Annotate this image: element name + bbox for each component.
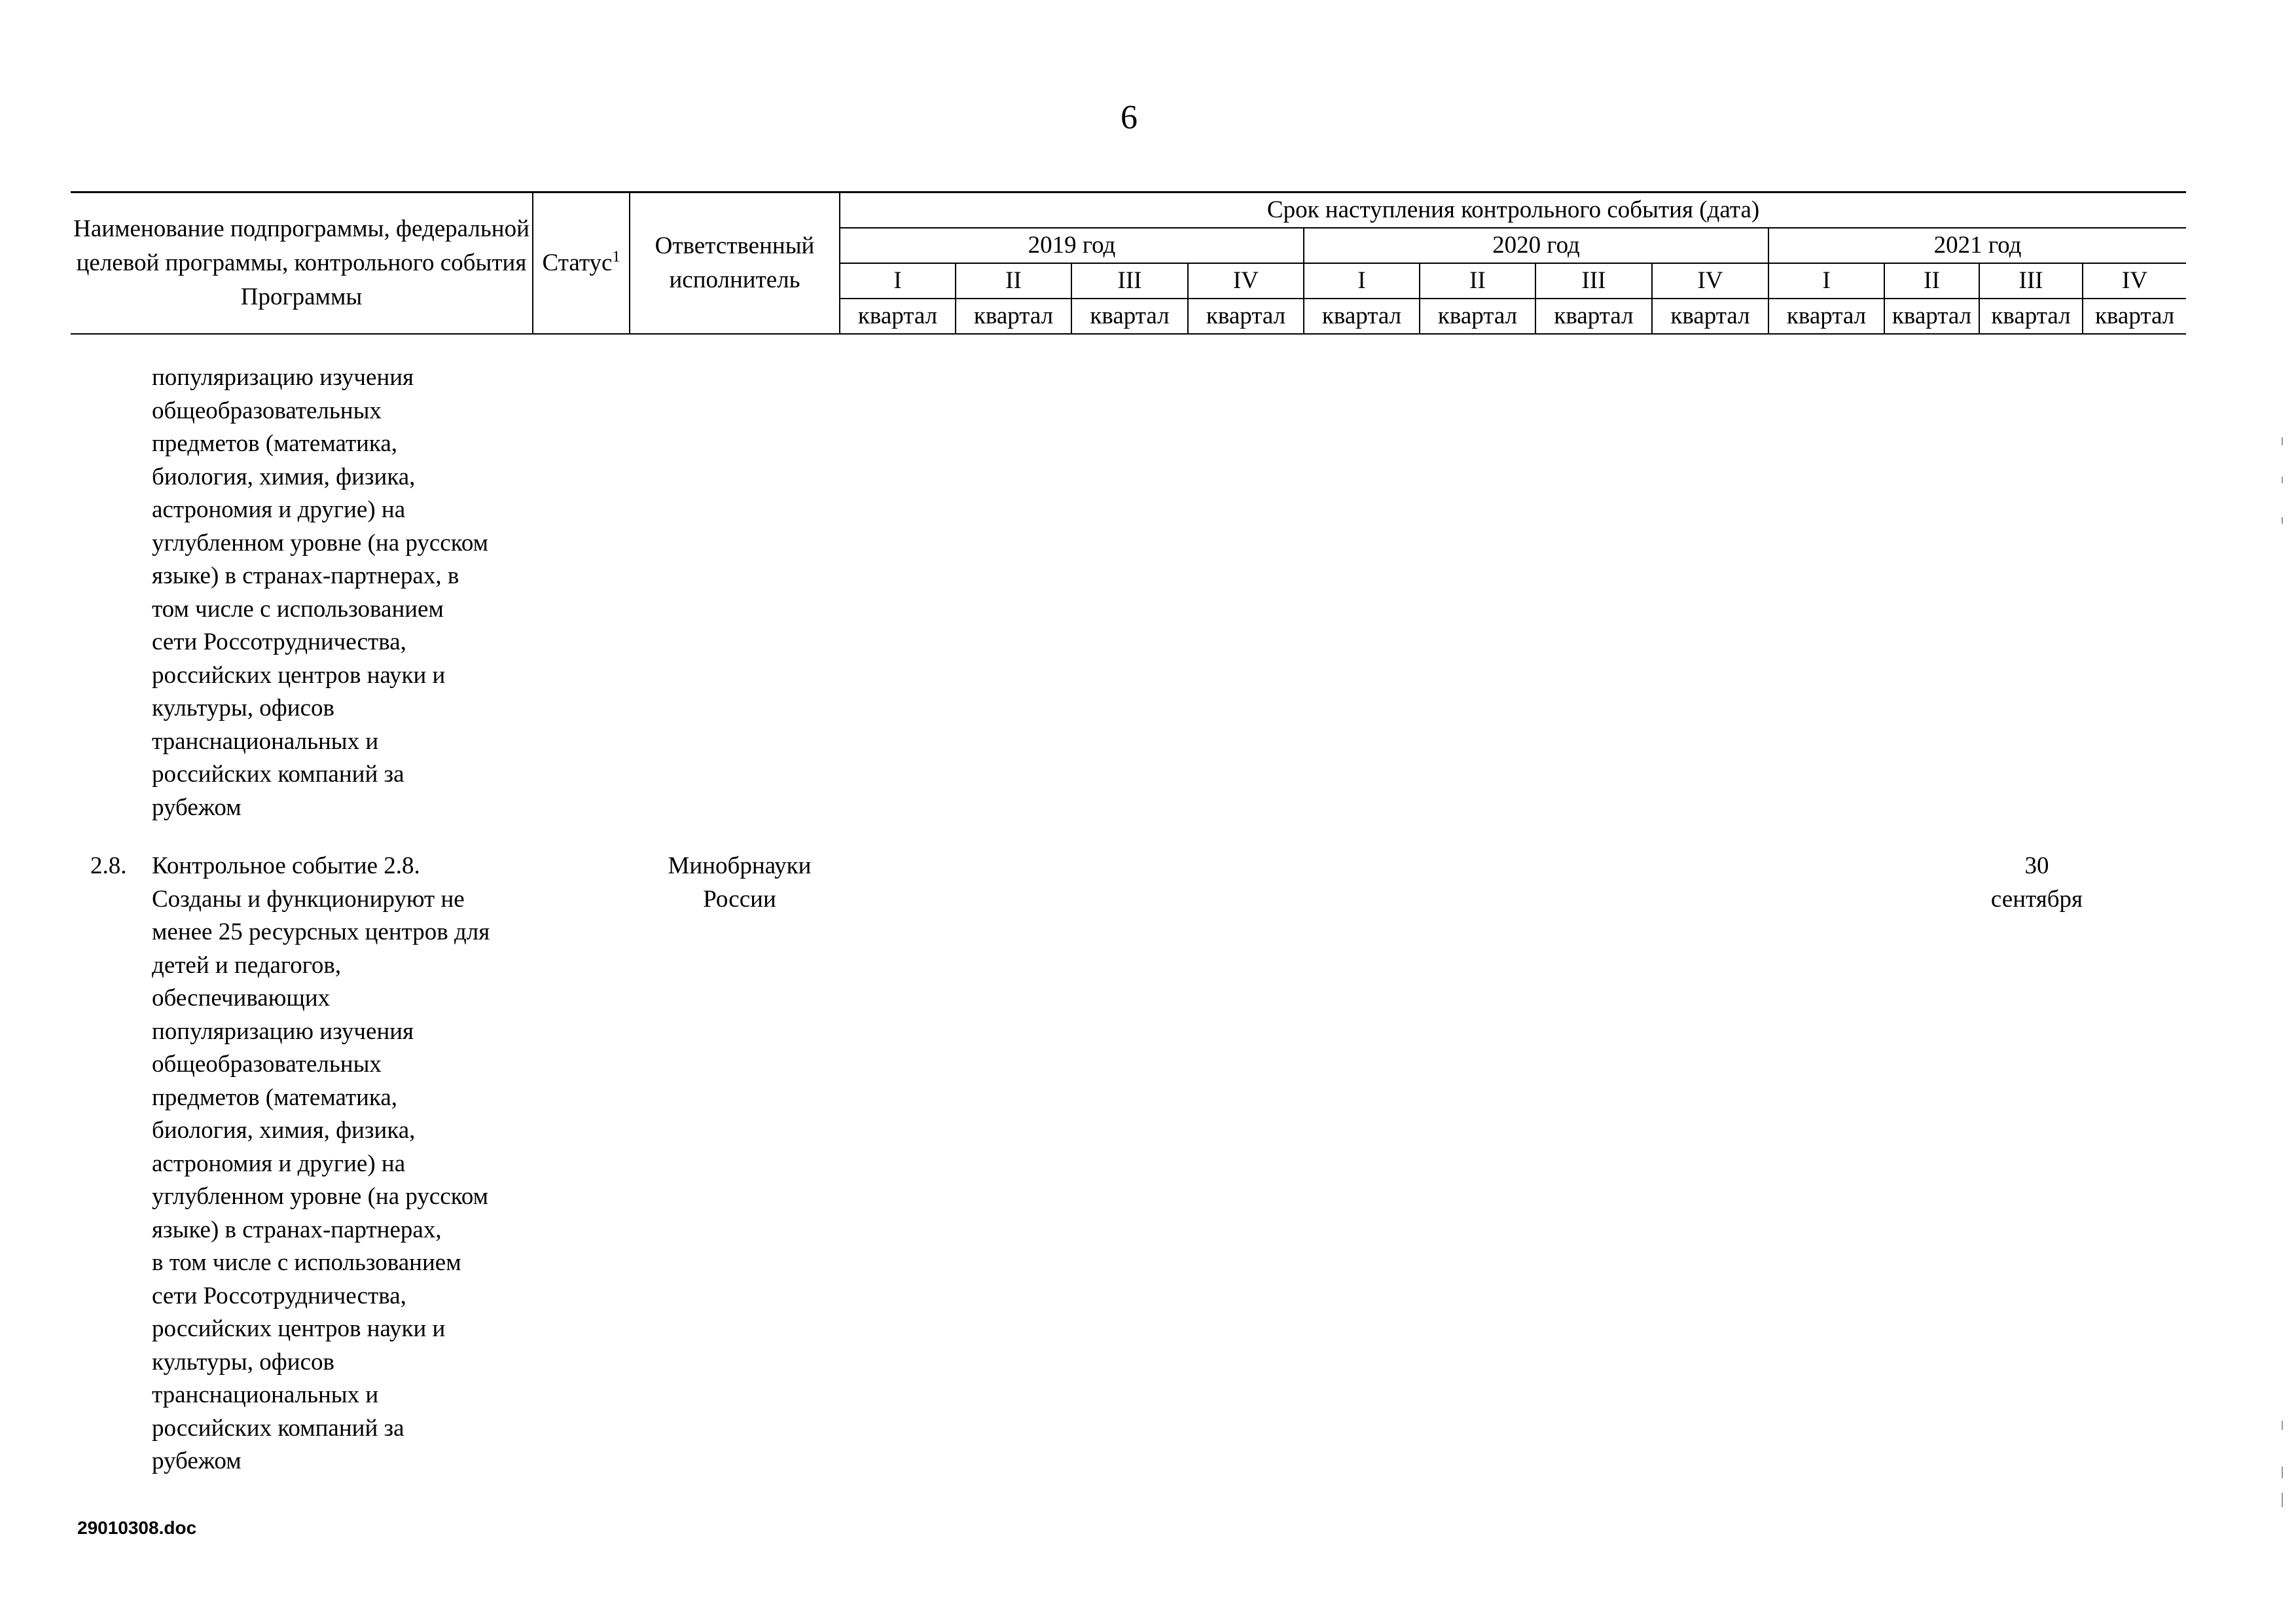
header-executor-column: Ответственный исполнитель	[630, 192, 840, 335]
quarter-word: квартал	[1071, 299, 1188, 334]
event-date-day: 30	[2024, 852, 2049, 879]
quarter-word: квартал	[840, 299, 956, 334]
scan-mark	[2282, 477, 2283, 483]
scan-mark	[2282, 1467, 2283, 1478]
quarter-numeral: II	[1420, 263, 1535, 299]
quarter-numeral: III	[1979, 263, 2083, 299]
status-label: Статус	[542, 249, 613, 276]
page-number: 6	[1121, 99, 1138, 136]
responsible-executor: Минобрнауки России	[668, 852, 812, 913]
quarter-word: квартал	[1884, 299, 1979, 334]
status-footnote-mark: 1	[612, 248, 620, 266]
quarter-numeral: II	[956, 263, 1071, 299]
header-year-2020: 2020 год	[1304, 228, 1768, 263]
quarter-word: квартал	[1768, 299, 1884, 334]
quarter-word: квартал	[1420, 299, 1535, 334]
quarter-numeral: I	[1768, 263, 1884, 299]
scan-mark	[2282, 1421, 2283, 1430]
header-name-column: Наименование подпрограммы, федеральной целевой программы, контрольного события Программы	[71, 192, 533, 335]
header-status-column	[533, 192, 630, 335]
quarter-numeral: III	[1071, 263, 1188, 299]
header-deadline-group: Срок наступления контрольного события (дата)	[840, 192, 2186, 228]
header-year-2019: 2019 год	[840, 228, 1304, 263]
quarter-numeral: IV	[2083, 263, 2186, 299]
quarter-numeral: IV	[1188, 263, 1304, 299]
event-date-month: сентября	[1990, 886, 2083, 913]
quarter-numeral: III	[1535, 263, 1652, 299]
quarter-numeral: I	[840, 263, 956, 299]
row-continuation-text: популяризацию изучения общеобразовательных предметов (математика, биология, химия, физика, астрономия и другие) на углубленном уровне (на русском языке) в странах-партнерах, в том числе с использованием сети Россотрудничества, российских центров науки и культуры, офисов транснациональных и российских компаний за рубежом	[152, 364, 489, 821]
control-event-text: Контрольное событие 2.8. Созданы и функционируют не менее 25 ресурсных центров для детей и педагогов, обеспечивающих популяризацию изучения общеобразовательных предметов (математика, биология, химия, физика, астрономия и другие) на углубленном уровне (на русском языке) в странах-партнерах, в том числе с использованием сети Россотрудничества, российских центров науки и культуры, офисов транснациональных и российских компаний за рубежом	[152, 852, 490, 1474]
quarter-numeral: II	[1884, 263, 1979, 299]
quarter-word: квартал	[1652, 299, 1768, 334]
scan-mark	[2282, 517, 2283, 524]
quarter-word: квартал	[1979, 299, 2083, 334]
quarter-word: квартал	[2083, 299, 2186, 334]
quarter-word: квартал	[1188, 299, 1304, 334]
quarter-word: квартал	[1304, 299, 1420, 334]
scan-mark	[2282, 1493, 2283, 1507]
quarter-word: квартал	[1535, 299, 1652, 334]
header-year-2021: 2021 год	[1768, 228, 2186, 263]
quarter-word: квартал	[956, 299, 1071, 334]
schedule-table-header	[71, 191, 2186, 335]
document-file-reference: 29010308.doc	[77, 1518, 197, 1538]
quarter-numeral: I	[1304, 263, 1420, 299]
row-number: 2.8.	[90, 852, 127, 879]
scan-mark	[2282, 437, 2283, 445]
quarter-numeral: IV	[1652, 263, 1768, 299]
